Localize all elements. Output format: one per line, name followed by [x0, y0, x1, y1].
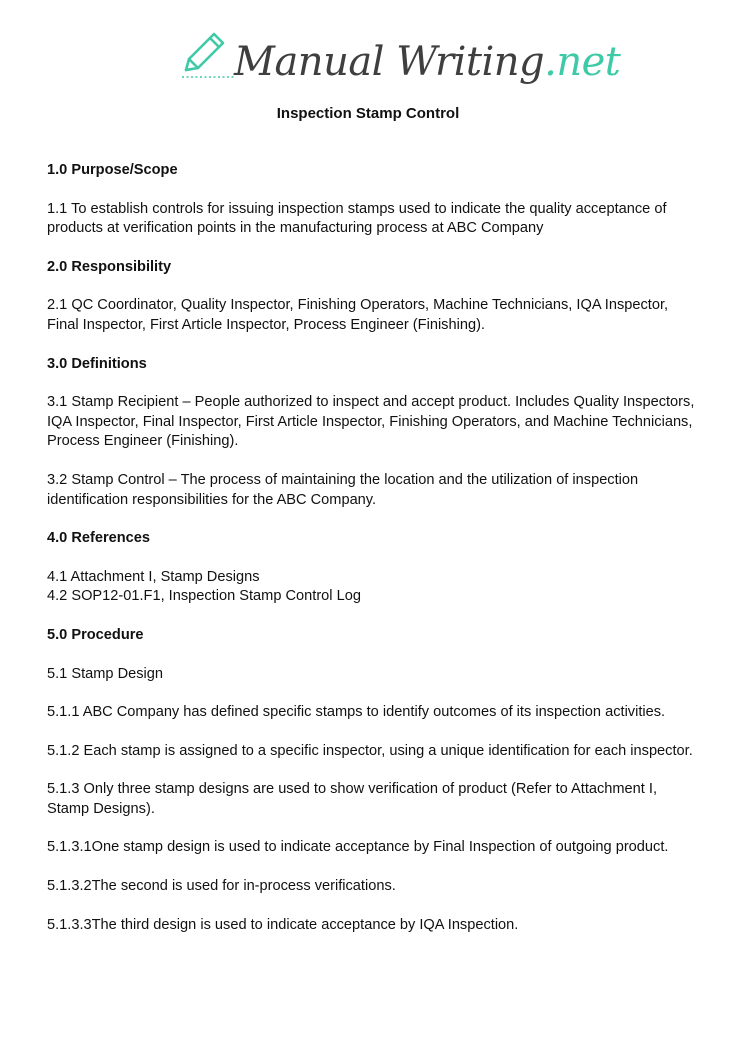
paragraph: 5.1.3.1One stamp design is used to indicate acceptance by Final Inspection of outgoing product. [47, 839, 669, 856]
section-heading: 5.0 Procedure [47, 626, 144, 643]
section-heading: 2.0 Responsibility [47, 258, 172, 275]
paragraph: 4.1 Attachment I, Stamp Designs [47, 568, 260, 585]
paragraph: 1.1 To establish controls for issuing inspection stamps used to indicate the quality acceptance of products at verification points in the manufacturing process at ABC Company [47, 200, 667, 237]
paragraph: 5.1.3.3The third design is used to indicate acceptance by IQA Inspection. [47, 916, 519, 933]
paragraph: 5.1.1 ABC Company has defined specific stamps to identify outcomes of its inspection activities. [47, 704, 666, 721]
paragraph: 5.1.3.2The second is used for in-process verifications. [47, 878, 396, 895]
paragraph: 3.1 Stamp Recipient – People authorized to inspect and accept product. Includes Quality Inspectors, IQA Inspector, Final Inspector, First Article Inspector, Finishing Operators, and Machine Technicians, Process Engineer (Finishing). [47, 394, 695, 450]
document-title: Inspection Stamp Control [276, 105, 460, 122]
site-logo[interactable] [178, 26, 621, 86]
paragraph: 5.1.3 Only three stamp designs are used to show verification of product (Refer to Attachment I, Stamp Designs). [47, 781, 658, 817]
paragraph: 3.2 Stamp Control – The process of maintaining the location and the utilization of inspection identification responsibilities for the ABC Company. [47, 471, 639, 508]
section-heading: 3.0 Definitions [47, 355, 147, 372]
paragraph: 5.1 Stamp Design [47, 665, 164, 682]
paragraph: 2.1 QC Coordinator, Quality Inspector, Finishing Operators, Machine Technicians, IQA Inspector, Final Inspector, First Article Inspector, Process Engineer (Finishing). [47, 297, 669, 333]
logo-wordmark [234, 40, 620, 84]
pencil-icon [178, 26, 240, 82]
paragraph: 5.1.2 Each stamp is assigned to a specific inspector, using a unique identification for each inspector. [47, 742, 693, 759]
document-body [47, 161, 697, 935]
logo-ext-text: .net [544, 39, 621, 85]
logo-main-text: Manual Writing [234, 39, 545, 85]
section-heading: 1.0 Purpose/Scope [47, 162, 178, 178]
paragraph: 4.2 SOP12-01.F1, Inspection Stamp Control Log [47, 588, 361, 605]
section-heading: 4.0 References [47, 530, 151, 547]
